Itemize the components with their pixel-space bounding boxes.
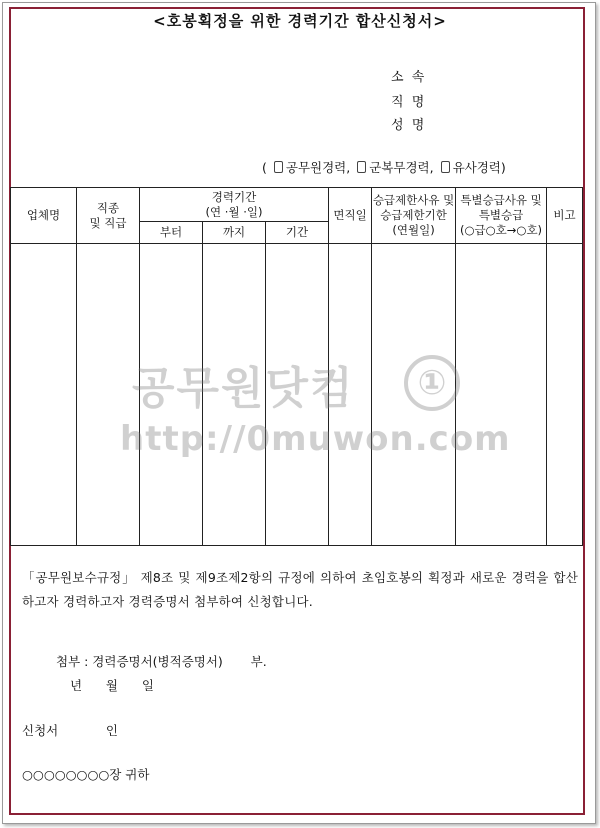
header-career-period: 경력기간 (연 ·월 ·일) bbox=[140, 188, 329, 222]
special-promotion-cell[interactable] bbox=[456, 244, 547, 546]
military-service-label: 군복무경력, bbox=[369, 160, 434, 175]
header-to: 까지 bbox=[203, 222, 266, 244]
name-label: 성 명 bbox=[391, 118, 427, 133]
position-label: 직 명 bbox=[391, 95, 427, 110]
document-title: <호봉획정을 위한 경력기간 합산신청서> bbox=[153, 12, 447, 30]
public-service-checkbox[interactable] bbox=[274, 161, 283, 173]
header-leave-days: 면직일 bbox=[329, 188, 372, 244]
header-job-type: 직종 및 직급 bbox=[77, 188, 140, 244]
watermark-url: http://0muwon.com bbox=[120, 419, 511, 459]
header-company: 업체명 bbox=[11, 188, 77, 244]
header-promotion-limit: 승급제한사유 및 승급제한기한 (연월일) bbox=[372, 188, 456, 244]
similar-career-checkbox[interactable] bbox=[441, 161, 450, 173]
watermark-brand: 공무원닷컴 bbox=[132, 363, 355, 414]
header-special-promotion: 특별승급사유 및 특별승급 (○급○호→○호) bbox=[456, 188, 547, 244]
header-remarks: 비고 bbox=[547, 188, 583, 244]
header-duration: 기간 bbox=[266, 222, 329, 244]
remarks-cell[interactable] bbox=[547, 244, 583, 546]
public-service-label: 공무원경력, bbox=[285, 160, 351, 175]
leave-days-cell[interactable] bbox=[329, 244, 372, 546]
duration-cell[interactable] bbox=[266, 244, 329, 546]
addressee-line: ○○○○○○○○장 귀하 bbox=[22, 767, 150, 782]
career-types-open: ( bbox=[262, 160, 267, 175]
career-table bbox=[10, 187, 583, 546]
watermark-logo-icon: ① bbox=[404, 355, 460, 411]
to-cell[interactable] bbox=[203, 244, 266, 546]
promotion-limit-cell[interactable] bbox=[372, 244, 456, 546]
application-statement: 「공무원보수규정」 제8조 및 제9조제2항의 규정에 의하여 초임호봉의 획정과 새로운 경력을 합산하고자 경력하고자 경력증명서 첨부하여 신청합니다. bbox=[22, 570, 578, 609]
date-line: 년 월 일 bbox=[70, 678, 154, 693]
applicant-line: 신청서 인 bbox=[22, 723, 118, 738]
affiliation-label: 소 속 bbox=[391, 70, 427, 85]
military-service-checkbox[interactable] bbox=[357, 161, 366, 173]
career-type-options bbox=[262, 158, 506, 176]
attachment-line: 첨부 : 경력증명서(병적증명서) 부. bbox=[56, 654, 267, 669]
company-cell[interactable] bbox=[11, 244, 77, 546]
similar-career-label: 유사경력) bbox=[452, 160, 506, 175]
header-from: 부터 bbox=[140, 222, 203, 244]
from-cell[interactable] bbox=[140, 244, 203, 546]
job-type-cell[interactable] bbox=[77, 244, 140, 546]
